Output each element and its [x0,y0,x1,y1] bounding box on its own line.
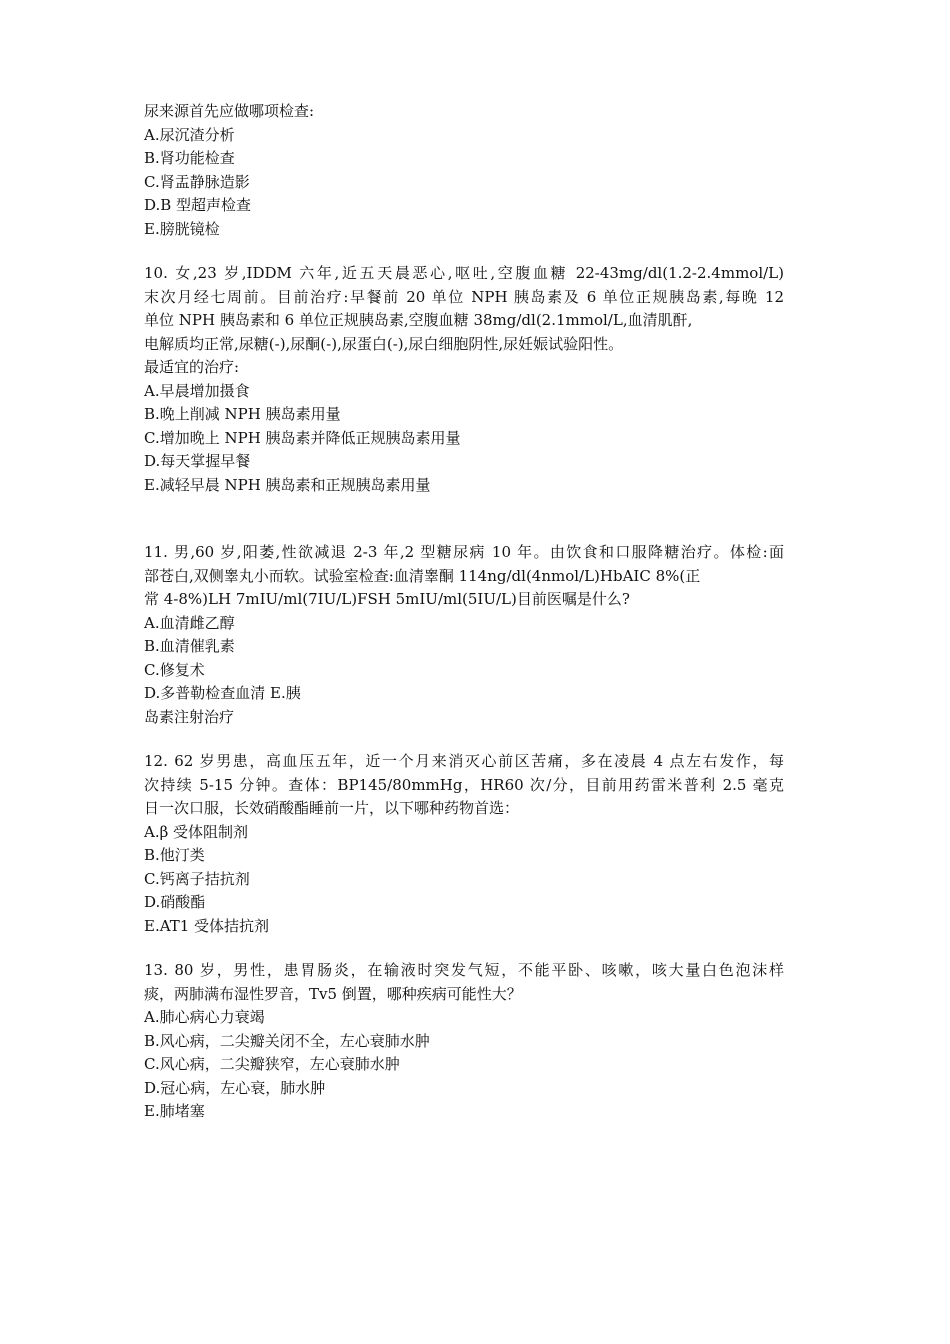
option-e: E.肺堵塞 [144,1102,205,1120]
question-10 [144,262,784,497]
option-c: C.风心病，二尖瓣狭窄，左心衰肺水肿 [144,1055,400,1073]
question-13 [144,959,784,1124]
option-c: C.修复术 [144,660,205,679]
option-c: C.肾盂静脉造影 [144,172,250,191]
option-c: C.钙离子拮抗剂 [144,869,250,888]
option-a: A.血清雌乙醇 [144,613,235,632]
option-d: D.每天掌握早餐 [144,452,251,470]
option-e-continued: 岛素注射治疗 [144,707,235,726]
option-a: A.肺心病心力衰竭 [144,1008,265,1026]
question-stem-line: 10. 女,23 岁,IDDM 六年,近五天晨恶心,呕吐,空腹血糖 22-43mg/dl(1.2-2.4mmol/L) [144,264,784,282]
document-content [144,100,784,1145]
question-stem-line: 次持续 5-15 分钟。查体：BP145/80mmHg，HR60 次/分，目前用药雷米普利 2.5 毫克 [144,775,784,794]
question-9-tail [144,100,784,241]
question-stem-line: 日一次口服，长效硝酸酯睡前一片，以下哪种药物首选： [144,799,520,817]
option-a: A.尿沉渣分析 [144,125,235,144]
question-stem-line: 电解质均正常,尿糖(-),尿酮(-),尿蛋白(-),尿白细胞阴性,尿妊娠试验阳性。 [144,334,624,353]
option-b: B.血清催乳素 [144,637,235,655]
option-e: E.AT1 受体拮抗剂 [144,916,270,935]
option-e: E.减轻早晨 NPH 胰岛素和正规胰岛素用量 [144,475,431,494]
question-stem-line: 单位 NPH 胰岛素和 6 单位正规胰岛素,空腹血糖 38mg/dl(2.1mmol/L,血清肌酐, [144,311,693,329]
option-a: A.早晨增加摄食 [144,381,250,400]
option-d: D.多普勒检查血清 E.胰 [144,684,301,702]
question-stem-line: 末次月经七周前。目前治疗:早餐前 20 单位 NPH 胰岛素及 6 单位正规胰岛素,每晚 12 [144,287,784,306]
question-stem-line: 13. 80 岁，男性，患胃肠炎，在输液时突发气短，不能平卧、咳嗽，咳大量白色泡沫样 [144,961,784,979]
option-b: B.晚上削减 NPH 胰岛素用量 [144,405,341,423]
question-stem-line: 常 4-8%)LH 7mIU/ml(7IU/L)FSH 5mIU/ml(5IU/L)目前医嘱是什么? [144,590,630,608]
option-b: B.他汀类 [144,846,205,864]
option-c: C.增加晚上 NPH 胰岛素并降低正规胰岛素用量 [144,428,461,447]
option-b: B.肾功能检查 [144,149,235,167]
option-d: D.B 型超声检查 [144,196,252,214]
question-stem-line: 11. 男,60 岁,阳萎,性欲减退 2-3 年,2 型糖尿病 10 年。由饮食和口服降糖治疗。体检:面 [144,543,784,561]
question-stem-line: 痰，两肺满布湿性罗音，Tv5 倒置，哪种疾病可能性大？ [144,984,522,1003]
question-12 [144,750,784,938]
question-11 [144,541,784,729]
option-b: B.风心病，二尖瓣关闭不全，左心衰肺水肿 [144,1031,430,1050]
question-stem-line: 12. 62 岁男患，高血压五年，近一个月来消灭心前区苦痛，多在凌晨 4 点左右发作，每 [144,752,784,770]
option-d: D.硝酸酯 [144,893,206,911]
option-e: E.膀胱镜检 [144,219,220,238]
question-stem: 尿来源首先应做哪项检查: [144,102,315,120]
option-d: D.冠心病，左心衰，肺水肿 [144,1078,326,1097]
question-prompt: 最适宜的治疗: [144,358,240,376]
question-stem-line: 部苍白,双侧睾丸小而软。试验室检查:血清睾酮 114ng/dl(4nmol/L)HbAIC 8%(正 [144,566,701,585]
option-a: A.β 受体阻制剂 [144,822,249,841]
